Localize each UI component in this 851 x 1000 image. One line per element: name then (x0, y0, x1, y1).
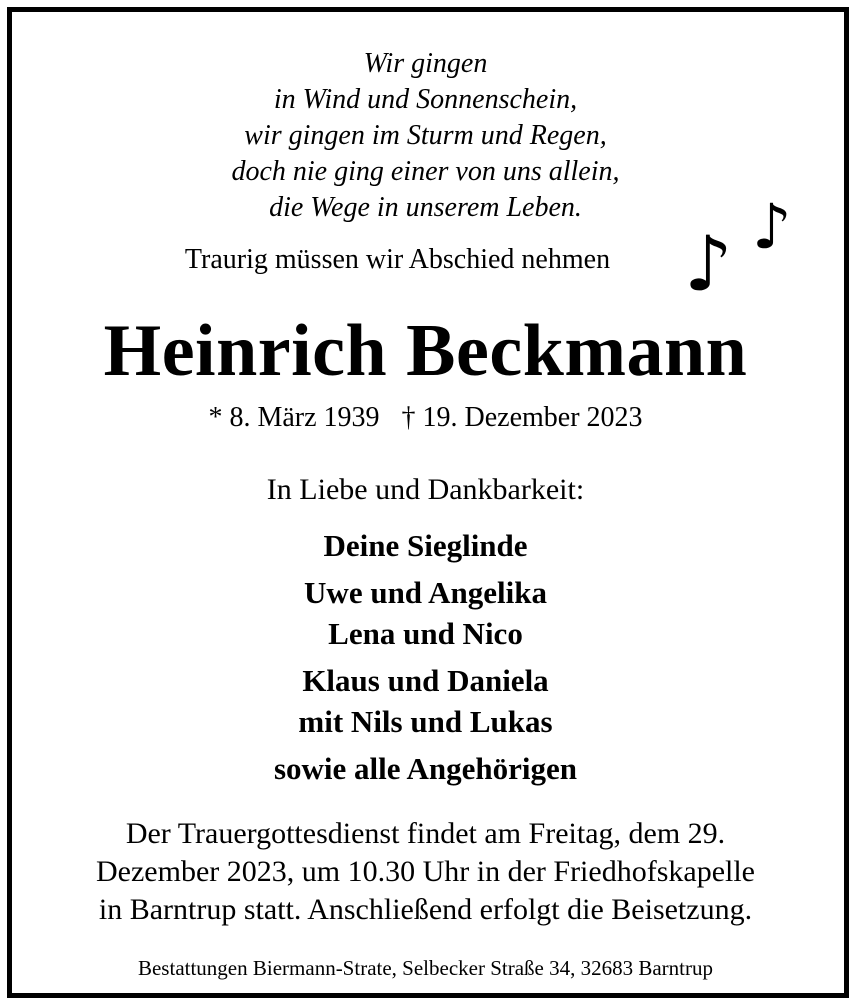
undertaker-info: Bestattungen Biermann-Strate, Selbecker Straße 34, 32683 Barntrup (137, 956, 714, 980)
life-dates (0, 400, 851, 436)
mourner-group (0, 660, 851, 742)
death-date: † 19. Dezember 2023 (401, 402, 643, 433)
mourner-line: mit Nils und Lukas (298, 704, 553, 739)
service-info (0, 815, 851, 929)
poem (0, 46, 851, 226)
poem-line: in Wind und Sonnenschein, (273, 84, 578, 115)
poem-line: wir gingen im Sturm und Regen, (244, 120, 607, 151)
poem-line: doch nie ging einer von uns allein, (231, 156, 620, 187)
mourner-line: sowie alle Angehörigen (273, 751, 578, 786)
mourner-line: Lena und Nico (328, 616, 523, 651)
mourner-line: Klaus und Daniela (302, 663, 549, 698)
mourner-group (0, 572, 851, 654)
poem-line: Wir gingen (363, 48, 488, 79)
mourner-line: Deine Sieglinde (323, 528, 528, 563)
mourners-list (0, 525, 851, 795)
music-note-icon: ♪ (684, 219, 733, 308)
music-note-icon: ♪ (752, 190, 792, 263)
thanks-heading: In Liebe und Dankbarkeit: (266, 473, 585, 506)
service-line: Der Trauergottesdienst findet am Freitag, dem 29. (125, 817, 726, 850)
poem-line: die Wege in unserem Leben. (269, 192, 582, 223)
mourner-group (0, 748, 851, 789)
birth-date: * 8. März 1939 (208, 402, 380, 433)
mourner-line: Uwe und Angelika (304, 575, 547, 610)
service-line: in Barntrup statt. Anschließend erfolgt die Beisetzung. (98, 893, 753, 926)
service-line: Dezember 2023, um 10.30 Uhr in der Friedhofskapelle (96, 855, 755, 888)
mourner-group (0, 525, 851, 566)
intro-text: Traurig müssen wir Abschied nehmen (184, 244, 611, 275)
deceased-name: Heinrich Beckmann (103, 310, 748, 392)
